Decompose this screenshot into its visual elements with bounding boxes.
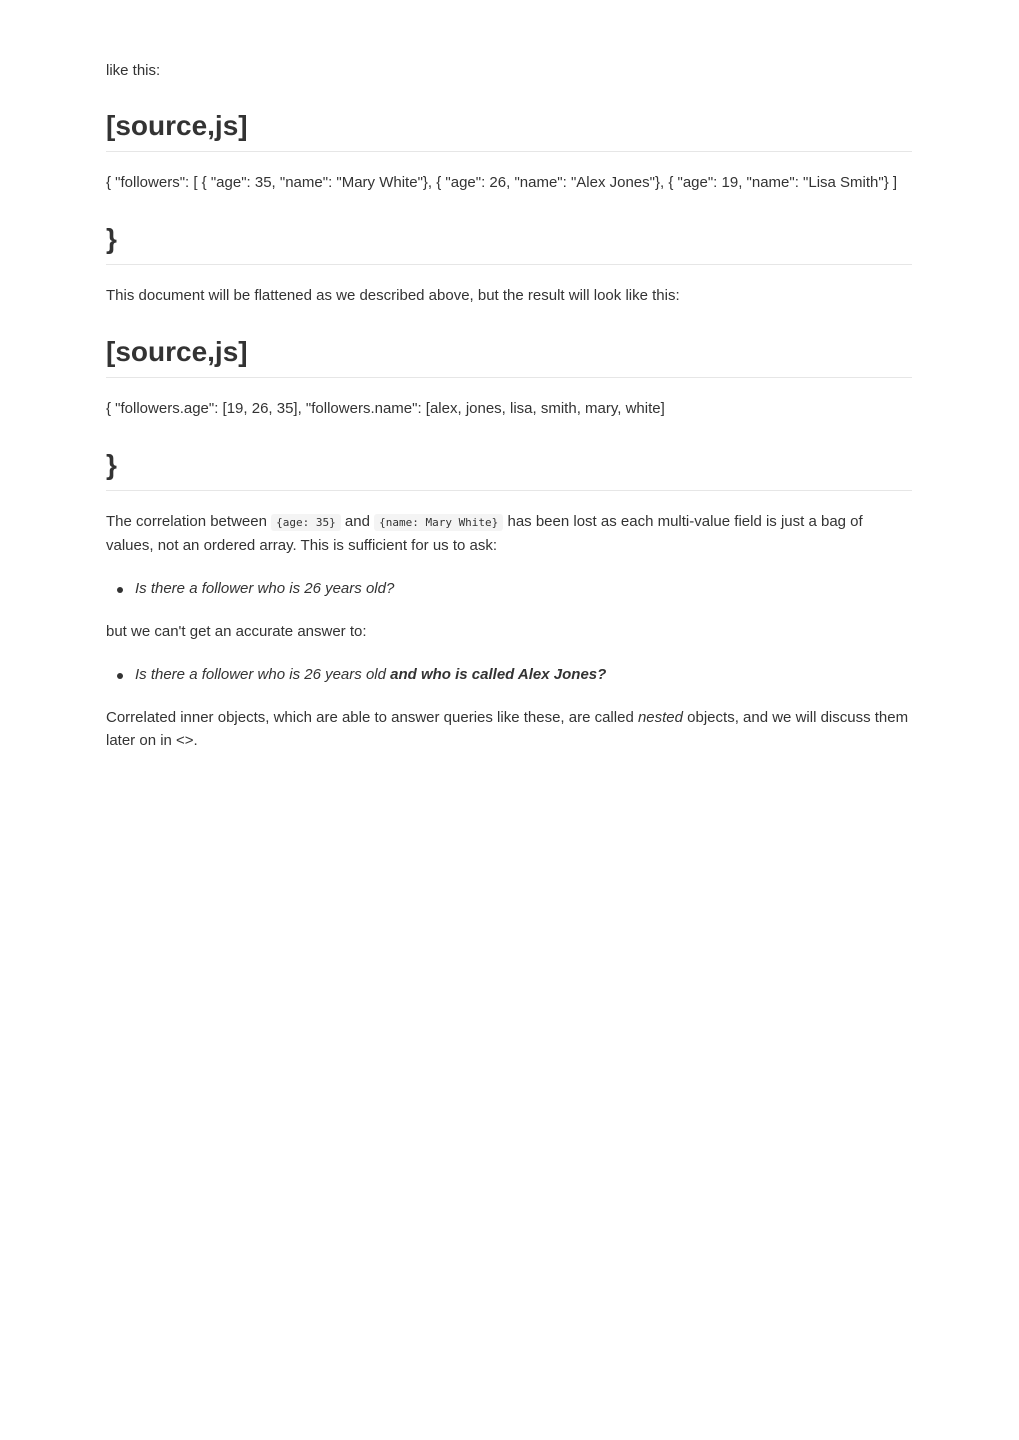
nested-objects-paragraph bbox=[106, 706, 912, 752]
question-age-italic: Is there a follower who is 26 years old bbox=[135, 666, 391, 683]
inline-code-age: {age: 35} bbox=[271, 514, 341, 531]
accurate-answer-text: but we can't get an accurate answer to: bbox=[106, 623, 367, 640]
list-item bbox=[135, 663, 912, 686]
list-item bbox=[135, 577, 912, 600]
heading-source-js-2: [source,js] bbox=[106, 336, 912, 378]
followers-json-text: { "followers": [ { "age": 35, "name": "Mary White"}, { "age": 26, "name": "Alex Jones"}, { "age": 19, "name": "Lisa Smith"} ] bbox=[106, 174, 898, 191]
nested-emphasis: nested bbox=[637, 709, 683, 726]
flattened-json-text: { "followers.age": [19, 26, 35], "followers.name": [alex, jones, lisa, smith, mary, white] bbox=[106, 400, 665, 417]
heading-source-js-1: [source,js] bbox=[106, 110, 912, 152]
nested-text-end: objects, and we will discuss them later on in <>. bbox=[106, 709, 909, 749]
question-list-2 bbox=[106, 663, 912, 686]
intro-text: like this: bbox=[106, 62, 161, 79]
question-name-bold: and who is called Alex Jones? bbox=[390, 666, 607, 683]
nested-text-start: Correlated inner objects, which are able to answer queries like these, are called bbox=[106, 709, 638, 726]
correlation-text-end: has been lost as each multi-value field is just a bag of values, not an ordered array. This is sufficient for us to ask: bbox=[106, 513, 863, 554]
inline-code-name: {name: Mary White} bbox=[374, 514, 503, 531]
flattened-description: This document will be flattened as we described above, but the result will look like this: bbox=[106, 287, 680, 304]
correlation-text-and: and bbox=[340, 513, 375, 530]
question-age: Is there a follower who is 26 years old? bbox=[135, 580, 395, 597]
document-content bbox=[106, 0, 912, 752]
correlation-paragraph bbox=[106, 510, 912, 557]
heading-closing-brace-2: } bbox=[106, 449, 912, 491]
correlation-text-start: The correlation between bbox=[106, 513, 272, 530]
question-list-1 bbox=[106, 577, 912, 600]
heading-closing-brace-1: } bbox=[106, 223, 912, 265]
